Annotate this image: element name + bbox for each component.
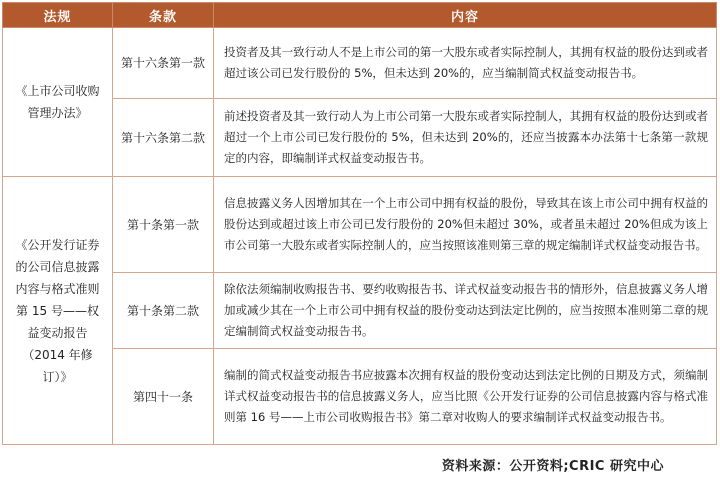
- content-text: 除依法须编制收购报告书、要约收购报告书、详式权益变动报告书的情形外，信息披露义务人增加或减少其在一个上市公司中拥有权益的股份变动达到法定比例的，应当按照本准则第二章的规定编制简式权益变动报告书。: [224, 282, 708, 338]
- table-row: [3, 28, 717, 99]
- content-cell: [214, 99, 717, 177]
- clause-cell: 第四十一条: [113, 349, 214, 445]
- content-text: 投资者及其一致行动人不是上市公司的第一大股东或者实际控制人，其拥有权益的股份达到或者超过该公司已发行股份的 5%，但未达到 20%的，应当编制简式权益变动报告书。: [224, 45, 708, 80]
- regulation-table-wrapper: [2, 2, 716, 445]
- law-cell: 《上市公司收购管理办法》: [3, 28, 113, 177]
- clause-cell: 第十六条第二款: [113, 99, 214, 177]
- content-text: 信息披露义务人因增加其在一个上市公司中拥有权益的股份，导致其在该上市公司中拥有权益的股份达到或超过该上市公司已发行股份的 20%但未超过 30%，或者虽未超过 20%但成为该上市公司第一大股东或者实际控制人的，应当按照该准则第三章的规定编制详式权益变动报告书。: [224, 196, 708, 252]
- content-cell: [214, 28, 717, 99]
- regulation-table: [2, 2, 717, 445]
- content-cell: [214, 273, 717, 349]
- table-header-row: [3, 3, 717, 28]
- law-cell: 《公开发行证券的公司信息披露内容与格式准则第 15 号——权益变动报告（2014 年修订）》: [3, 177, 113, 445]
- content-cell: [214, 177, 717, 273]
- source-note: 资料来源：公开资料;CRIC 研究中心: [441, 459, 664, 474]
- header-content: 内容: [214, 3, 717, 28]
- clause-cell: 第十条第一款: [113, 177, 214, 273]
- clause-cell: 第十条第二款: [113, 273, 214, 349]
- header-law: 法规: [3, 3, 113, 28]
- table-row: [3, 177, 717, 273]
- content-text: 前述投资者及其一致行动人为上市公司第一大股东或者实际控制人，其拥有权益的股份达到或者超过一个上市公司已发行股份的 5%，但未达到 20%的，还应当披露本办法第十七条第一款规定的内容，即编制详式权益变动报告书。: [224, 109, 708, 165]
- header-clause: 条款: [113, 3, 214, 28]
- content-text: 编制的简式权益变动报告书应披露本次拥有权益的股份变动达到法定比例的日期及方式，须编制详式权益变动报告书的信息披露义务人，应当比照《公开发行证券的公司信息披露内容与格式准则第 16 号——上市公司收购报告书》第二章对收购人的要求编制详式权益变动报告书。: [224, 368, 708, 424]
- content-cell: [214, 349, 717, 445]
- clause-cell: 第十六条第一款: [113, 28, 214, 99]
